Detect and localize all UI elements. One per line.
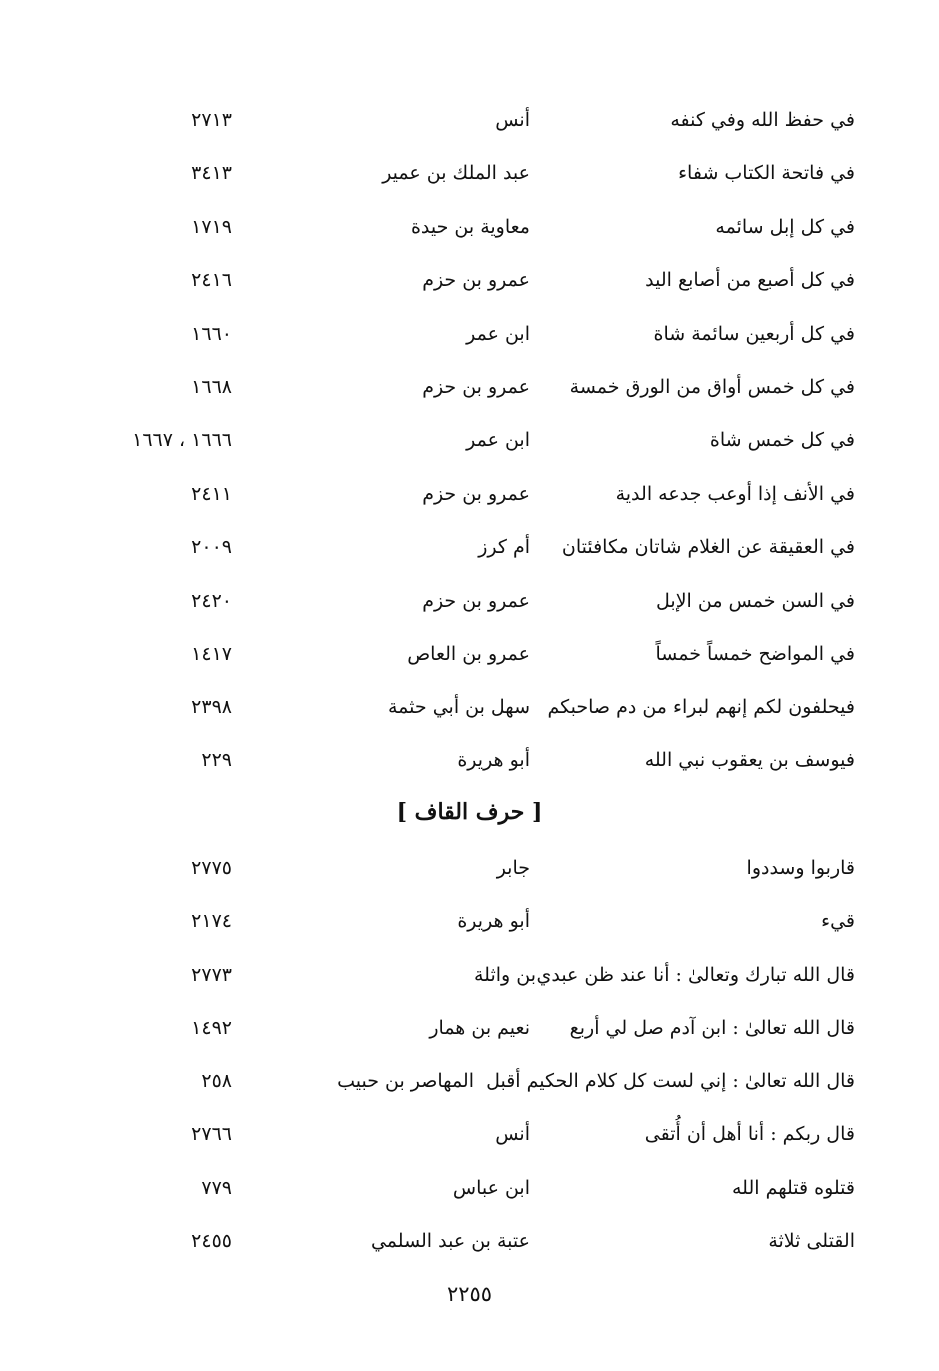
hadith-number: ٢٤٢٠ bbox=[191, 590, 232, 612]
hadith-text: قتلوه قتلهم الله bbox=[731, 1177, 855, 1199]
hadith-number: ٢٢٩ bbox=[201, 749, 232, 771]
index-row bbox=[0, 367, 939, 407]
narrator-name: أنس bbox=[495, 1123, 530, 1145]
hadith-text: قيء bbox=[821, 910, 855, 932]
index-row bbox=[0, 1008, 939, 1048]
index-row bbox=[0, 634, 939, 674]
hadith-text: في كل خمس شاة bbox=[709, 429, 855, 451]
narrator-name: عمرو بن حزم bbox=[422, 483, 530, 505]
hadith-number: ٢١٧٤ bbox=[191, 910, 232, 932]
narrator-name: أم كرز bbox=[478, 536, 530, 558]
hadith-number: ١٧١٩ bbox=[191, 216, 232, 238]
hadith-text: في العقيقة عن الغلام شاتان مكافئتان bbox=[561, 536, 855, 558]
narrator-name: معاوية بن حيدة bbox=[410, 216, 530, 238]
hadith-number: ٢٤٥٥ bbox=[191, 1230, 232, 1252]
narrator-name: عبد الملك بن عمير bbox=[382, 162, 530, 184]
hadith-text: في كل أربعين سائمة شاة bbox=[653, 323, 855, 345]
hadith-text: في فاتحة الكتاب شفاء bbox=[678, 162, 855, 184]
hadith-number: ٢٧١٣ bbox=[191, 109, 232, 131]
hadith-text: في كل أصبع من أصابع اليد bbox=[645, 269, 855, 291]
narrator-name: أبو هريرة bbox=[457, 910, 530, 932]
index-row bbox=[0, 1168, 939, 1208]
hadith-number: ١٦٦٠ bbox=[191, 323, 232, 345]
hadith-text: قال ربكم : أنا أهل أن أُتقى bbox=[644, 1123, 855, 1145]
hadith-number: ٢٠٠٩ bbox=[191, 536, 232, 558]
hadith-text: قاربوا وسددوا bbox=[746, 857, 855, 879]
narrator-name: ابن عباس bbox=[452, 1177, 530, 1199]
narrator-name: نعيم بن همار bbox=[429, 1017, 530, 1039]
narrator-name: عمرو بن حزم bbox=[422, 590, 530, 612]
hadith-text: قال الله تعالىٰ : إني لست كل كلام الحكيم أقبل bbox=[486, 1070, 855, 1092]
page-number: ٢٢٥٥ bbox=[446, 1282, 493, 1306]
index-row bbox=[0, 420, 939, 460]
hadith-number: ٣٤١٣ bbox=[191, 162, 232, 184]
hadith-number: ٢٧٧٥ bbox=[191, 857, 232, 879]
narrator-name: عتبة بن عبد السلمي bbox=[370, 1230, 530, 1252]
hadith-number: ١٦٦٨ bbox=[191, 376, 232, 398]
index-row bbox=[0, 474, 939, 514]
hadith-number: ٢٧٧٣ bbox=[191, 964, 232, 986]
narrator-name: عمرو بن حزم bbox=[422, 376, 530, 398]
index-row bbox=[0, 100, 939, 140]
index-row bbox=[0, 1061, 939, 1101]
index-row bbox=[0, 901, 939, 941]
index-row bbox=[0, 527, 939, 567]
index-row bbox=[0, 581, 939, 621]
narrator-name: المهاصر بن حبيب bbox=[337, 1070, 474, 1092]
hadith-number: ٢٥٨ bbox=[201, 1070, 232, 1092]
index-row bbox=[0, 1221, 939, 1261]
index-row bbox=[0, 955, 939, 995]
narrator-name: جابر bbox=[496, 857, 530, 879]
hadith-text: فيحلفون لكم إنهم لبراء من دم صاحبكم bbox=[547, 696, 855, 718]
index-row bbox=[0, 740, 939, 780]
hadith-text: في حفظ الله وفي كنفه bbox=[670, 109, 855, 131]
narrator-name: بن واثلة bbox=[473, 964, 536, 986]
narrator-name: سهل بن أبي حثمة bbox=[388, 696, 530, 718]
hadith-number: ٢٣٩٨ bbox=[191, 696, 232, 718]
index-row bbox=[0, 687, 939, 727]
hadith-number: ٧٧٩ bbox=[201, 1177, 232, 1199]
hadith-text: فيوسف بن يعقوب نبي الله bbox=[644, 749, 855, 771]
hadith-number: ٢٤١١ bbox=[191, 483, 232, 505]
narrator-name: أبو هريرة bbox=[457, 749, 530, 771]
narrator-name: ابن عمر bbox=[466, 429, 530, 451]
hadith-text: في كل خمس أواق من الورق خمسة bbox=[569, 376, 855, 398]
index-row bbox=[0, 848, 939, 888]
hadith-number: ١٦٦٦ ، ١٦٦٧ bbox=[132, 429, 232, 451]
hadith-text: في الأنف إذا أوعب جدعه الدية bbox=[615, 483, 855, 505]
hadith-number: ١٤١٧ bbox=[191, 643, 232, 665]
hadith-number: ٢٧٦٦ bbox=[191, 1123, 232, 1145]
index-row bbox=[0, 314, 939, 354]
index-row bbox=[0, 153, 939, 193]
index-row bbox=[0, 207, 939, 247]
narrator-name: عمرو بن حزم bbox=[422, 269, 530, 291]
narrator-name: أنس bbox=[495, 109, 530, 131]
hadith-text: في المواضح خمساً خمساً bbox=[655, 643, 855, 665]
narrator-name: عمرو بن العاص bbox=[407, 643, 530, 665]
hadith-text: في كل إبل سائمه bbox=[715, 216, 855, 238]
hadith-text: قال الله تبارك وتعالىٰ : أنا عند ظن عبدي bbox=[536, 964, 855, 986]
index-row bbox=[0, 260, 939, 300]
hadith-text: القتلى ثلاثة bbox=[768, 1230, 855, 1252]
index-row bbox=[0, 1114, 939, 1154]
narrator-name: ابن عمر bbox=[466, 323, 530, 345]
hadith-text: في السن خمس من الإبل bbox=[656, 590, 855, 612]
hadith-number: ١٤٩٢ bbox=[191, 1017, 232, 1039]
section-heading: [ حرف القاف ] bbox=[396, 799, 543, 825]
hadith-text: قال الله تعالىٰ : ابن آدم صل لي أربع bbox=[569, 1017, 855, 1039]
hadith-number: ٢٤١٦ bbox=[191, 269, 232, 291]
